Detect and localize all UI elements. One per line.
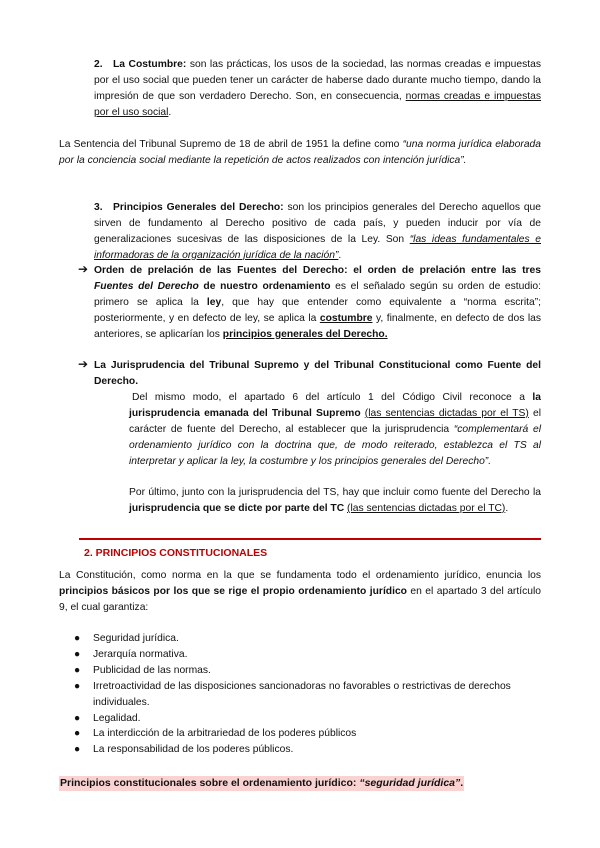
list-item-text: Irretroactividad de las disposiciones sancionadoras no favorables o restrictivas de derechos individuales.	[93, 680, 511, 708]
sentencia-quote: “una norma jurídica elaborada por la conciencia social mediante la repetición de actos realizados con intención jurídica”.	[59, 139, 541, 166]
list-item	[74, 647, 554, 663]
principios-paragraph	[94, 200, 541, 264]
costumbre-end: .	[168, 106, 172, 118]
jurisprudencia-p1-text2: el carácter de fuente del Derecho, al establecer que la jurisprudencia	[129, 407, 541, 435]
constitucion-text2: en el apartado 3 del artículo 9, el cual garantiza:	[59, 585, 541, 613]
costumbre-underlined: normas creadas e impuestas por el uso social	[94, 90, 541, 118]
bullet-icon: ●	[74, 744, 81, 756]
principios-text: son los principios generales del Derecho aquellos que sirven de fundamento al Derecho positivo de cada país, y pueden inducir por vía de generalizaciones sucesivas de las disposiciones de la Ley. Son	[94, 202, 541, 245]
highlight-text: Principios constitucionales sobre el ordenamiento jurídico:	[60, 777, 360, 789]
orden-bold-italic: Fuentes del Derecho	[94, 280, 199, 292]
bullet-icon: ●	[74, 712, 81, 724]
jurisprudencia-p2-text: Por último, junto con la jurisprudencia del TS, hay que incluir como fuente del Derecho la	[129, 487, 541, 498]
jurisprudencia-p2-paren: (las sentencias dictadas por el TC)	[347, 502, 506, 514]
jurisprudencia-p1-quote: “complementará el ordenamiento jurídico con la doctrina que, de modo reiterado, establezca el TS al interpretar y aplicar la ley, la costumbre y los principios generales del Derecho”.	[129, 423, 541, 467]
costumbre-number: 2.	[94, 59, 103, 70]
constitucion-paragraph	[59, 568, 541, 616]
orden-bold2: de nuestro ordenamiento	[198, 280, 331, 292]
list-item	[74, 726, 554, 742]
guarantees-list	[74, 631, 554, 758]
highlighted-conclusion	[59, 776, 464, 791]
principios-quote: “las ideas fundamentales e informadoras de la organización jurídica de la nación”	[94, 233, 541, 261]
list-item-text: Seguridad jurídica.	[93, 633, 179, 644]
list-item	[74, 711, 554, 727]
list-item-text: Jerarquía normativa.	[93, 648, 188, 660]
list-item-text: Legalidad.	[93, 712, 141, 724]
orden-text2: , que hay que entender como equivalente a “norma escrita”; posteriormente, y en defecto de ley, se aplica la	[94, 296, 542, 324]
principios-number: 3.	[94, 202, 103, 213]
orden-principios: principios generales del Derecho.	[222, 328, 388, 340]
costumbre-title: La Costumbre:	[113, 59, 187, 70]
section-divider	[79, 538, 541, 540]
list-item	[74, 631, 554, 647]
list-item-text: La responsabilidad de los poderes públicos.	[93, 744, 294, 756]
highlight-quote: “seguridad jurídica”	[359, 777, 461, 789]
list-item-text: Publicidad de las normas.	[93, 664, 211, 676]
costumbre-paragraph	[94, 57, 541, 121]
orden-costumbre: costumbre	[319, 312, 373, 324]
highlight-end: .	[460, 777, 464, 789]
bullet-icon: ●	[74, 664, 81, 676]
jurisprudencia-paragraph-1	[129, 390, 541, 470]
bullet-icon: ●	[74, 680, 81, 692]
jurisprudencia-p2-bold: jurisprudencia que se dicte por parte del TC	[129, 502, 345, 514]
list-item	[74, 742, 554, 758]
list-item	[74, 679, 554, 711]
jurisprudencia-p2-end: .	[505, 502, 509, 514]
principios-title: Principios Generales del Derecho:	[113, 202, 284, 213]
sentencia-text: La Sentencia del Tribunal Supremo de 18 de abril de 1951 la define como	[59, 139, 403, 150]
costumbre-text: son las prácticas, los usos de la sociedad, las normas creadas e impuestas por el uso social que pueden tener un carácter de haberse dado durante mucho tiempo, dando la impresión de que son verdadero Derecho. Son, en consecuencia,	[94, 59, 541, 102]
principios-end: .	[338, 249, 342, 261]
jurisprudencia-p1-paren: (las sentencias dictadas por el TS)	[364, 407, 529, 419]
arrow-right-icon: ➔	[78, 357, 89, 371]
bullet-icon: ●	[74, 648, 81, 660]
constitucion-text1: La Constitución, como norma en la que se fundamenta todo el ordenamiento jurídico, enuncia los	[59, 570, 541, 581]
jurisprudencia-paragraph-2	[129, 485, 541, 517]
orden-bold1: Orden de prelación de las Fuentes del Derecho: el orden de prelación entre las tres	[94, 265, 541, 276]
bullet-icon: ●	[74, 633, 81, 644]
list-item-text: La interdicción de la arbitrariedad de los poderes públicos	[93, 728, 357, 740]
arrow-right-icon: ➔	[78, 262, 89, 276]
jurisprudencia-title: La Jurisprudencia del Tribunal Supremo y del Tribunal Constitucional como Fuente del Derecho.	[94, 360, 541, 387]
list-item	[74, 663, 554, 679]
bullet-icon: ●	[74, 728, 81, 740]
orden-text3: y, finalmente, en defecto de dos las anteriores, se aplicarían los	[94, 312, 541, 340]
jurisprudencia-p1-bold: la jurisprudencia emanada del Tribunal Supremo	[129, 392, 541, 419]
sentencia-paragraph	[59, 137, 541, 169]
section-heading: 2. PRINCIPIOS CONSTITUCIONALES	[84, 547, 268, 559]
orden-paragraph	[94, 263, 541, 343]
orden-ley: ley	[206, 296, 222, 308]
constitucion-bold: principios básicos por los que se rige el propio ordenamiento jurídico	[59, 585, 407, 597]
jurisprudencia-p1-text: Del mismo modo, el apartado 6 del artículo 1 del Código Civil reconoce a	[132, 392, 533, 403]
orden-text1: es el señalado según su orden de estudio: primero se aplica la	[94, 280, 541, 308]
